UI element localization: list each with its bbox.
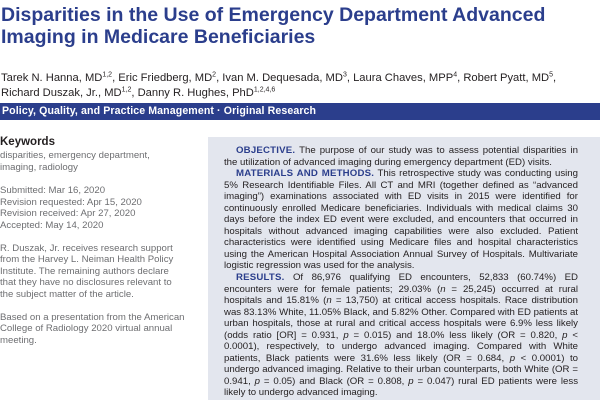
author-2[interactable]: Ivan M. Dequesada, $MD^3$ (222, 71, 347, 84)
stat-symbol: n (326, 295, 332, 307)
author-3[interactable]: Laura Chaves, MPP$^4$ (353, 71, 458, 84)
disclosure-statement: R. Duszak, Jr. receives research support from the Harvey L. Neiman Health Policy Institute. The remaining authors declare that they have no disclosures relevant to the subject matter of the article. (0, 242, 174, 300)
abstract-methods (224, 168, 578, 272)
results-segment: < 0.0001), respectively, to undergo advanced imaging. Compared with White patients, Black patients were 31.6% less likely (OR = 0.684, (224, 329, 579, 364)
abstract-results (224, 272, 578, 399)
abstract-box (208, 137, 600, 400)
results-segment: = 0.05) and Black (OR = 0.808, (260, 375, 409, 387)
author-1[interactable]: Eric Friedberg, $MD^2$ (118, 71, 217, 84)
author-6[interactable]: Danny R. Hughes, PhD$^{1,2,4,6}$ (137, 85, 276, 99)
article-title-line-2: Imaging in Medicare Beneficiaries (1, 26, 316, 48)
results-label: RESULTS. (236, 272, 285, 284)
objective-label: OBJECTIVE. (236, 145, 296, 156)
results-segment: = 0.047) rural ED patients were less likely to undergo advanced imaging. (224, 375, 579, 399)
results-segment: = 25,245) occurred at rural hospitals and 15.81% ( (224, 283, 578, 307)
article-sidebar (0, 135, 200, 346)
submission-dates (0, 185, 200, 231)
results-segment: = 0.015) and 18.0% less likely (OR = 0.820, (348, 329, 563, 341)
presentation-note: Based on a presentation from the American College of Radiology 2020 virtual annual meeting. (0, 311, 185, 346)
keywords-heading: Keywords (0, 136, 55, 148)
stat-symbol: p (343, 329, 349, 341)
author-list: Tarek N. Hanna, MD$^{1,2}$, Eric Friedberg, $MD^2$, Ivan M. Dequesada, $MD^3$, Laura Chaves, MPP$^4$, Robert Pyatt, $MD^5$, Richard Duszak, Jr., MD$^{1,2}$, Danny R. Hughes, PhD$^{1,2,4,6}$ (1, 71, 557, 99)
stat-symbol: p (254, 375, 261, 387)
date-revision-received: Revision received: Apr 27, 2020 (0, 208, 136, 220)
results-segment: = 13,750) at critical access hospitals. Race distribution was 83.13% White, 11.05% Black, and 5.82% Other. Compared with ED patients at urban hospitals, those at rural and critical access hospitals were 6.9% less likely (odds ratio [OR] = 0.931, (224, 295, 579, 341)
stat-symbol: p (509, 352, 516, 364)
results-text (224, 272, 578, 398)
stat-symbol: n (440, 283, 446, 295)
keywords-list: disparities, emergency department, imaging, radiology (0, 150, 150, 173)
article-title-line-1: Disparities in the Use of Emergency Department Advanced (1, 4, 546, 26)
author-5[interactable]: Richard Duszak, Jr., MD$^{1,2}$ (1, 85, 132, 99)
author-4[interactable]: Robert Pyatt, $MD^5$ (463, 71, 554, 84)
article-title (0, 4, 600, 48)
objective-text: The purpose of our study was to assess potential disparities in the utilization of advanced imaging during emergency department (ED) visits. (224, 145, 578, 168)
abstract-objective (224, 145, 578, 168)
results-segment: Of 86,976 qualifying ED encounters, 52,833 (60.74%) ED encounters were for female patients; 29.03% ( (224, 272, 578, 295)
stat-symbol: p (408, 375, 414, 387)
date-accepted: Accepted: May 14, 2020 (0, 219, 104, 231)
date-submitted: Submitted: Mar 16, 2020 (0, 185, 106, 197)
methods-label: MATERIALS AND METHODS. (236, 168, 375, 180)
methods-text: This retrospective study was conducting using 5% Research Identifiable Files. All CT and MRI (together defined as “advanced imaging”) examinations associated with ED visits in 2015 were identified for continuously enrolled Medicare beneficiaries. Individuals with medical claims 30 days before the index ED event were excluded, and encounters that occurred in hospitals without advanced imaging capabilities were also excluded. Patient characteristics were identified using Medicare files and hospital characteristics using the American Hospital Association Annual Survey of Hospitals. Multivariate logistic regression was used for the analysis. (224, 168, 578, 272)
stat-symbol: p (562, 329, 568, 341)
section-banner: Policy, Quality, and Practice Management · Original Research (0, 103, 600, 120)
author-0[interactable]: Tarek N. Hanna, MD$^{1,2}$ (1, 71, 113, 84)
date-revision-requested: Revision requested: Apr 15, 2020 (0, 196, 142, 208)
results-segment: < 0.0001) to undergo advanced imaging. Relative to their urban counterparts, both White (OR = 0.941, (224, 352, 578, 387)
